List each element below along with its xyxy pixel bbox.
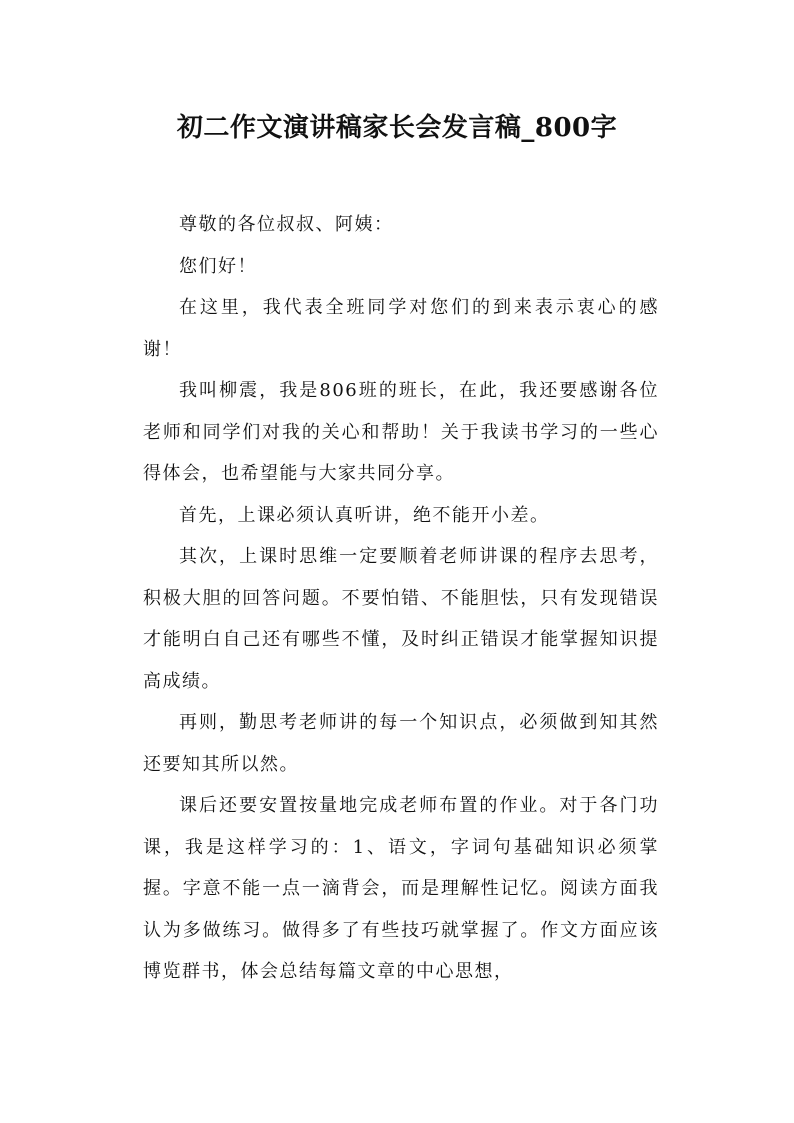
- paragraph-introduction: 我叫柳震，我是806班的班长，在此，我还要感谢各位老师和同学们对我的关心和帮助！关于我读书学习的一些心得体会，也希望能与大家共同分享。: [143, 380, 659, 484]
- document-body: [143, 204, 659, 993]
- paragraph-thanks: 在这里，我代表全班同学对您们的到来表示衷心的感谢！: [143, 297, 659, 360]
- paragraph-first-point: 首先，上课必须认真听讲，绝不能开小差。: [179, 504, 550, 526]
- paragraph-third-point: 再则，勤思考老师讲的每一个知识点，必须做到知其然还要知其所以然。: [143, 712, 659, 775]
- paragraph-study-methods: 课后还要安置按量地完成老师布置的作业。对于各门功课，我是这样学习的：1、语文，字词句基础知识必须掌握。字意不能一点一滴背会，而是理解性记忆。阅读方面我认为多做练习。做得多了有些技巧就掌握了。作文方面应该博览群书，体会总结每篇文章的中心思想，: [143, 795, 659, 982]
- paragraph-greeting: 尊敬的各位叔叔、阿姨：: [179, 214, 394, 235]
- paragraph-second-point: 其次，上课时思维一定要顺着老师讲课的程序去思考，积极大胆的回答问题。不要怕错、不能胆怯，只有发现错误才能明白自己还有哪些不懂，及时纠正错误才能掌握知识提高成绩。: [143, 546, 659, 692]
- paragraph-hello: 您们好！: [179, 255, 257, 277]
- document-title: 初二作文演讲稿家长会发言稿_800字: [176, 113, 618, 143]
